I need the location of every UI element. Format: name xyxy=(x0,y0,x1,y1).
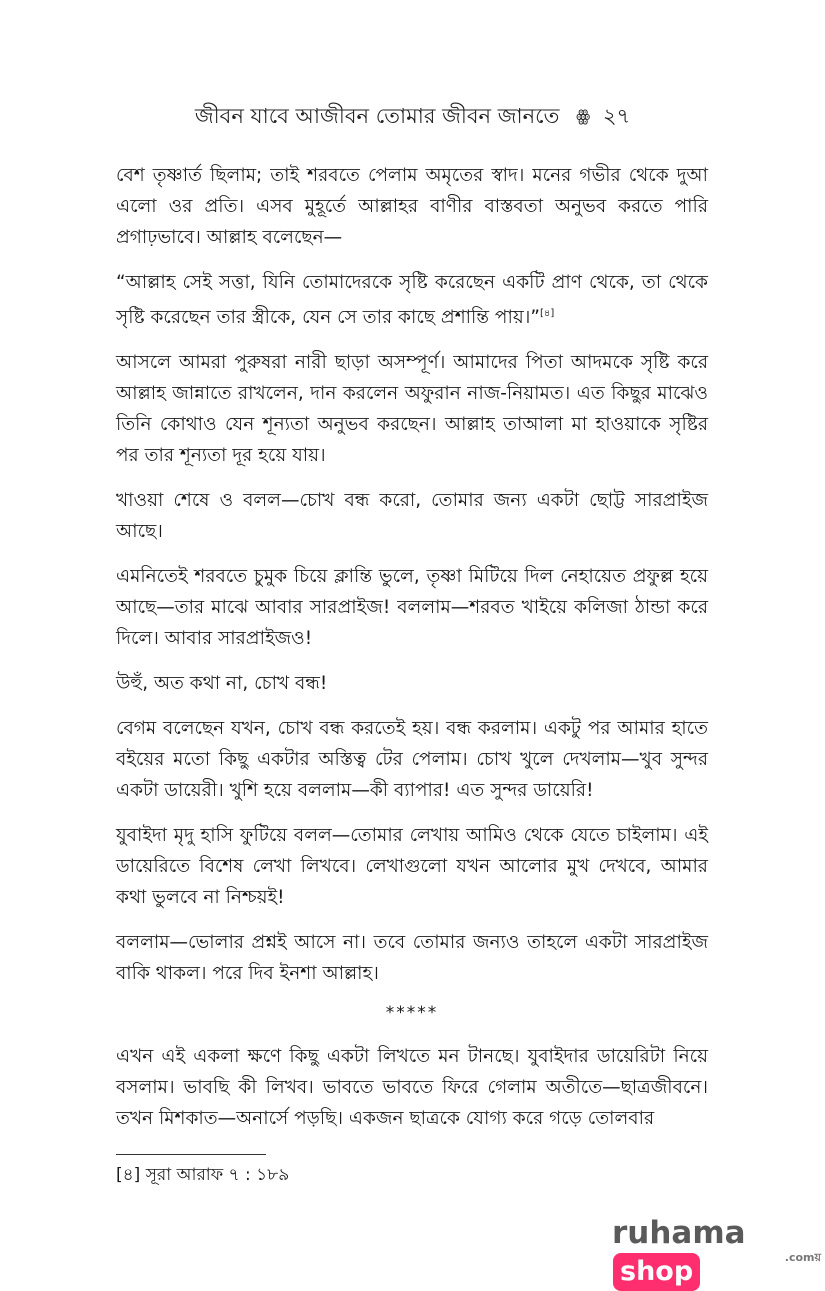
page-body xyxy=(116,160,708,1148)
logo-suffix: .comয় xyxy=(784,1251,821,1264)
ornament-icon: ꙮ xyxy=(576,106,591,125)
footnote-divider xyxy=(116,1154,266,1155)
paragraph: এখন এই একলা ক্ষণে কিছু একটা লিখতে মন টানছে। যুবাইদার ডায়েরিটা নিয়ে বসলাম। ভাবছি কী লিখব। ভাবতে ভাবতে ফিরে গেলাম অতীতে—ছাত্রজীবনে। তখন মিশকাত—অনার্সে পড়ছি। একজন ছাত্রকে যোগ্য করে গড়ে তোলবার xyxy=(116,1046,708,1130)
quote-text: “আল্লাহ সেই সত্তা, যিনি তোমাদেরকে সৃষ্টি করেছেন একটি প্রাণ থেকে, তা থেকে সৃষ্টি করেছেন তার স্ত্রীকে, যেন সে তার কাছে প্রশান্তি পায়।” xyxy=(116,272,708,329)
header-title: জীবন যাবে আজীবন তোমার জীবন জানতে xyxy=(194,104,560,128)
paragraph: বললাম—ভোলার প্রশ্নই আসে না। তবে তোমার জন্যও তাহলে একটা সারপ্রাইজ বাকি থাকল। পরে দিব ইনশা আল্লাহ। xyxy=(116,932,708,985)
paragraph: খাওয়া শেষে ও বলল—চোখ বন্ধ করো, তোমার জন্য একটা ছোট্ট সারপ্রাইজ আছে। xyxy=(116,490,708,543)
ruhamashop-logo xyxy=(612,1213,825,1287)
paragraph: বেশ তৃষ্ণার্ত ছিলাম; তাই শরবতে পেলাম অমৃতের স্বাদ। মনের গভীর থেকে দুআ এলো ওর প্রতি। এসব মুহূর্তে আল্লাহর বাণীর বাস্তবতা অনুভব করতে পারি প্রগাঢ়ভাবে। আল্লাহ বলেছেন— xyxy=(116,165,708,248)
quran-quote xyxy=(116,267,708,333)
footnote-ref[interactable]: [৪] xyxy=(539,308,555,319)
running-header xyxy=(0,100,825,135)
paragraph: এমনিতেই শরবতে চুমুক চিয়ে ক্লান্তি ভুলে, তৃষ্ণা মিটিয়ে দিল নেহায়েত প্রফুল্ল হয়ে আছে—তার মাঝে আবার সারপ্রাইজ! বললাম—শরবত খাইয়ে কলিজা ঠান্ডা করে দিলে। আবার সারপ্রাইজও! xyxy=(116,566,708,650)
logo-text-ruhama: ruhama xyxy=(612,1215,746,1251)
paragraph: বেগম বলেছেন যখন, চোখ বন্ধ করতেই হয়। বন্ধ করলাম। একটু পর আমার হাতে বইয়ের মতো কিছু একটার অস্তিত্ব টের পেলাম। চোখ খুলে দেখলাম—খুব সুন্দর একটা ডায়েরী। খুশি হয়ে বললাম—কী ব্যাপার! এত সুন্দর ডায়েরি! xyxy=(116,718,708,802)
paragraph: উহুঁ, অত কথা না, চোখ বন্ধ! xyxy=(116,673,328,695)
logo-text-shop: shop xyxy=(613,1253,700,1291)
page-number: ২৭ xyxy=(602,104,631,128)
paragraph: যুবাইদা মৃদু হাসি ফুটিয়ে বলল—তোমার লেখায় আমিও থেকে যেতে চাইলাম। এই ডায়েরিতে বিশেষ লেখা লিখবে। লেখাগুলো যখন আলোর মুখ দেখবে, আমার কথা ভুলবে না নিশ্চয়ই! xyxy=(116,825,708,909)
footnote: [৪] সূরা আরাফ ৭ : ১৮৯ xyxy=(116,1165,290,1185)
section-separator: ***** xyxy=(385,1003,439,1024)
paragraph: আসলে আমরা পুরুষরা নারী ছাড়া অসম্পূর্ণ। আমাদের পিতা আদমকে সৃষ্টি করে আল্লাহ জান্নাতে রাখলেন, দান করলেন অফুরান নাজ-নিয়ামত। এত কিছুর মাঝেও তিনি কোথাও যেন শূন্যতা অনুভব করছেন। আল্লাহ তাআলা মা হাওয়াকে সৃষ্টির পর তার শূন্যতা দূর হয়ে যায়। xyxy=(116,352,708,467)
